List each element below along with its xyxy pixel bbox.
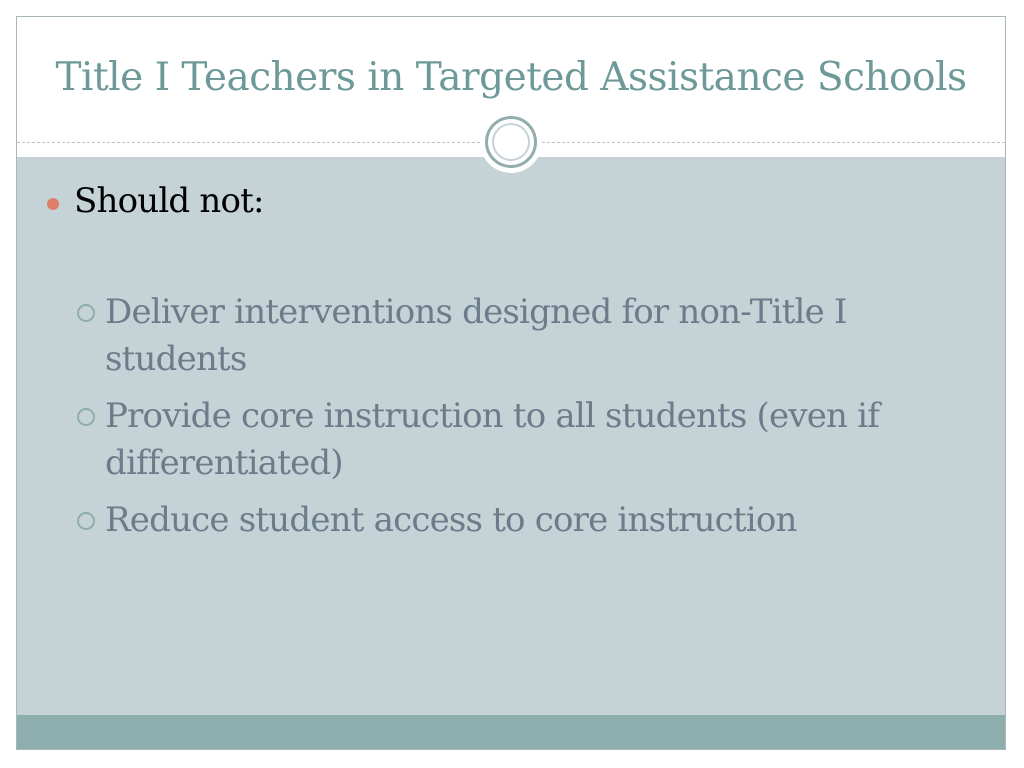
sub-bullet-item (75, 289, 955, 383)
sub-bullet-item (75, 393, 955, 487)
slide (16, 16, 1006, 750)
sub-bullet-text: Provide core instruction to all students (even if differentiated) (105, 396, 880, 483)
ornament-ring (485, 116, 537, 168)
hollow-circle-bullet-icon (77, 512, 95, 530)
sub-bullet-list (75, 289, 955, 554)
slide-title: Title I Teachers in Targeted Assistance Schools (55, 55, 967, 100)
sub-bullet-text: Reduce student access to core instruction (105, 500, 797, 540)
sub-bullet-item (75, 497, 955, 544)
circle-ornament-icon (480, 111, 542, 173)
footer-bar (17, 715, 1005, 750)
hollow-circle-bullet-icon (77, 304, 95, 322)
ornament-inner-ring (492, 123, 530, 161)
sub-bullet-text: Deliver interventions designed for non-Title I students (105, 292, 847, 379)
primary-bullet-text: Should not: (74, 181, 264, 221)
hollow-circle-bullet-icon (77, 408, 95, 426)
filled-circle-bullet-icon (47, 198, 59, 210)
